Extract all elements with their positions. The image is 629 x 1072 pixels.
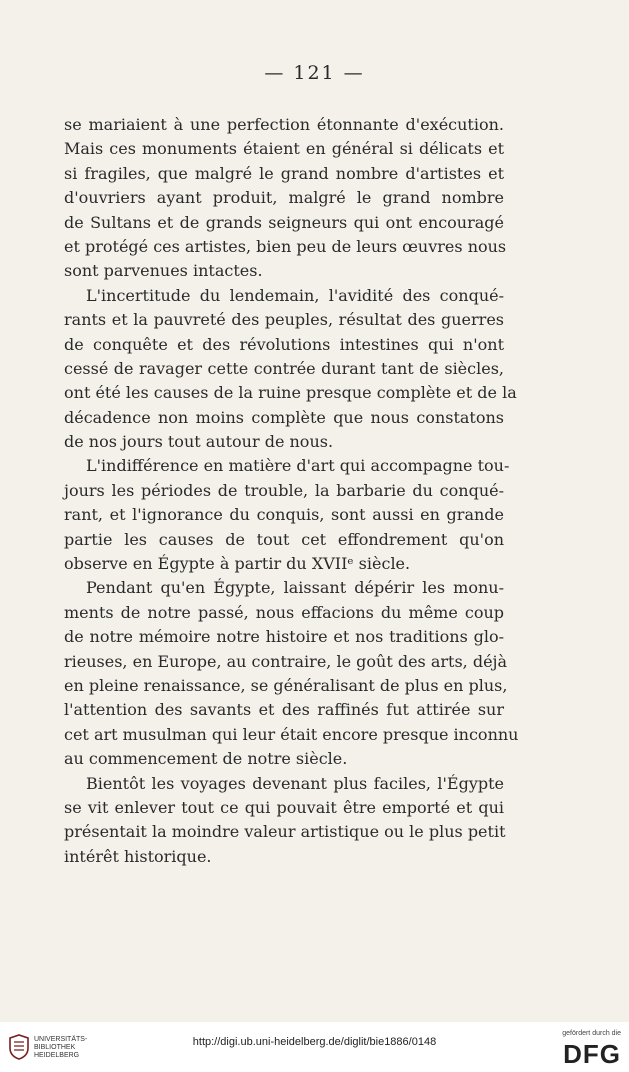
text-line: rieuses, en Europe, au contraire, le goût des arts, déjà (64, 651, 508, 671)
text-line: rants et la pauvreté des peuples, résultat des guerres (64, 310, 504, 330)
dfg-funded-text: gefördert durch die (562, 1030, 621, 1037)
text-line: cessé de ravager cette contrée durant tant de siècles, (64, 358, 504, 378)
text-line: se mariaient à une perfection étonnante d'exécution. (64, 115, 504, 134)
text-line: de conquête et des révolutions intestines qui n'ont (64, 334, 504, 354)
text-line: Bientôt les voyages devenant plus faciles, l'Égypte (86, 773, 504, 793)
text-line: cet art musulman qui leur était encore presque inconnu (64, 724, 519, 744)
text-line: ont été les causes de la ruine presque complète et de la (64, 383, 517, 403)
text-line: se vit enlever tout ce qui pouvait être emporté et qui (64, 797, 504, 817)
text-line: rant, et l'ignorance du conquis, sont aussi en grande (64, 505, 504, 525)
library-line: HEIDELBERG (34, 1052, 80, 1059)
text-line: intérêt historique. (64, 846, 212, 866)
text-line: si fragiles, que malgré le grand nombre d'artistes et (64, 163, 504, 183)
library-line: UNIVERSITÄTS- (34, 1036, 88, 1043)
text-line: partie les causes de tout cet effondrement qu'on (64, 529, 504, 549)
text-line: L'incertitude du lendemain, l'avidité des conqué- (86, 285, 504, 305)
text-line: au commencement de notre siècle. (64, 749, 348, 769)
text-line: de nos jours tout autour de nous. (64, 432, 334, 452)
text-line: de notre mémoire notre histoire et nos traditions glo- (64, 627, 504, 647)
text-line: Pendant qu'en Égypte, laissant dépérir les monu- (86, 578, 504, 598)
text-line: L'indifférence en matière d'art qui accompagne tou- (86, 456, 510, 476)
text-line: en pleine renaissance, se généralisant de plus en plus, (64, 675, 508, 695)
text-line: ments de notre passé, nous effacions du même coup (64, 602, 504, 622)
text-line: sont parvenues intactes. (64, 261, 263, 281)
dfg-logo: DFG (563, 1039, 621, 1069)
text-line: observe en Égypte à partir du XVIIᵉ siècle. (64, 554, 411, 574)
body-text (64, 113, 519, 869)
text-line: décadence non moins complète que nous constatons (64, 407, 504, 427)
digitization-footer (0, 1022, 629, 1072)
text-line: de Sultans et de grands seigneurs qui ont encouragé (64, 212, 504, 232)
text-line: jours les périodes de trouble, la barbarie du conqué- (64, 480, 504, 500)
text-line: présentait la moindre valeur artistique ou le plus petit (64, 822, 506, 842)
page-number: — 121 — (264, 62, 365, 84)
source-url-link[interactable]: http://digi.ub.uni-heidelberg.de/diglit/bie1886/0148 (192, 1036, 437, 1048)
text-line: et protégé ces artistes, bien peu de leurs œuvres nous (64, 236, 507, 256)
text-line: Mais ces monuments étaient en général si délicats et (64, 139, 504, 159)
library-line: BIBLIOTHEK (34, 1044, 76, 1051)
text-line: l'attention des savants et des raffinés fut attirée sur (64, 700, 504, 720)
text-line: d'ouvriers ayant produit, malgré le grand nombre (64, 188, 504, 208)
